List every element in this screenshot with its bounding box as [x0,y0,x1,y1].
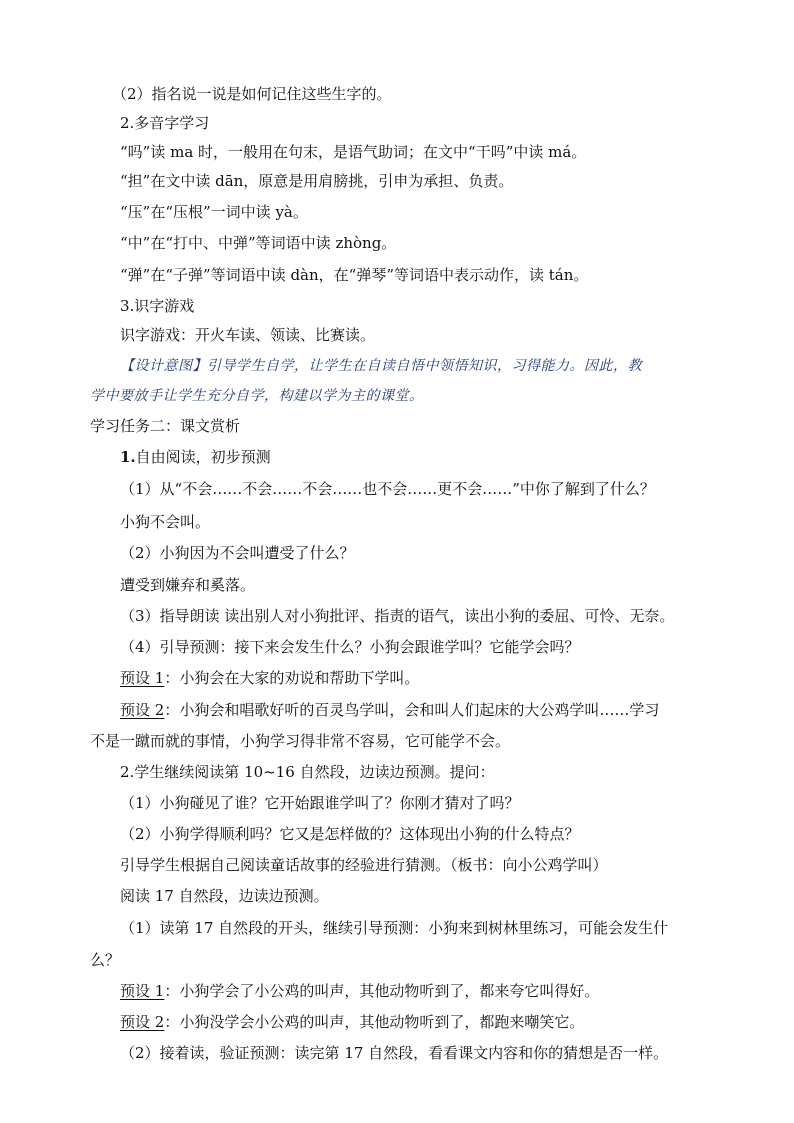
design-intent: 【设计意图】引导学生自学，让学生在自读自悟中领悟知识，习得能力。因此，教 [120,358,642,374]
preset-text: ：小狗没学会小公鸡的叫声，其他动物听到了，都跑来嘲笑它。 [164,1013,585,1031]
text-line: “吗”读 ma 时，一般用在句末，是语气助词；在文中“干吗”中读 má。 [120,143,587,161]
text-line: （2）指名说一说是如何记住这些生字的。 [112,85,392,103]
section-number: 1. [120,448,136,466]
text-line: 引导学生根据自己阅读童话故事的经验进行猜测。（板书：向小公鸡学叫） [120,856,608,874]
section-heading: 2.学生继续阅读第 10~16 自然段，边读边预测。提问： [120,763,495,781]
text-line: “压”在“压根”一词中读 yà。 [120,203,308,221]
preset-label: 预设 1 [120,669,165,687]
preset-label: 预设 1 [120,982,165,1000]
text-line: “弹”在“子弹”等词语中读 dàn，在“弹琴”等词语中表示动作，读 tán。 [120,266,589,284]
question-line: （1）小狗碰见了谁？它开始跟谁学叫了？你刚才猜对了吗？ [120,794,520,812]
text-line: “担”在文中读 dān，原意是用肩膀挑，引申为承担、负责。 [120,172,514,190]
preset-text: ：小狗会和唱歌好听的百灵鸟学叫，会和叫人们起床的大公鸡学叫……学习 [164,701,660,719]
text-line: 不是一蹴而就的事情，小狗学习得非常不容易，它可能学不会。 [90,732,511,750]
answer-line: 遭受到嫌弃和奚落。 [120,576,256,594]
preset-line [120,1012,584,1032]
preset-line [120,981,599,1001]
preset-line [120,668,419,688]
text-line: 么？ [90,951,121,969]
preset-text: ：小狗学会了小公鸡的叫声，其他动物听到了，都来夸它叫得好。 [164,982,600,1000]
question-line: （1）读第 17 自然段的开头，继续引导预测：小狗来到树林里练习，可能会发生什 [120,919,669,937]
task-heading: 学习任务二：课文赏析 [90,417,241,435]
text-line: 识字游戏：开火车读、领读、比赛读。 [120,326,376,344]
question-line: （2）小狗学得顺利吗？它又是怎样做的？这体现出小狗的什么特点？ [120,825,580,843]
preset-line [120,700,659,720]
design-intent: 学中要放手让学生充分自学，构建以学为主的课堂。 [90,388,424,404]
question-line: （2）小狗因为不会叫遭受了什么？ [120,544,355,562]
section-heading: 3.识字游戏 [120,297,195,315]
section-title: 自由阅读，初步预测 [135,448,271,466]
question-line: （4）引导预测：接下来会发生什么？小狗会跟谁学叫？它能学会吗？ [120,638,580,656]
text-line: 阅读 17 自然段，边读边预测。 [120,887,329,905]
text-line: “中”在“打中、中弹”等词语中读 zhòng。 [120,234,397,252]
section-heading [120,447,271,467]
question-line: （1）从“不会……不会……不会……也不会……更不会……”中你了解到了什么？ [120,480,655,498]
answer-line: 小狗不会叫。 [120,513,211,531]
text-line: （3）指导朗读 读出别人对小狗批评、指责的语气，读出小狗的委屈、可怜、无奈。 [120,607,675,625]
preset-label: 预设 2 [120,1013,165,1031]
preset-text: ：小狗会在大家的劝说和帮助下学叫。 [164,669,420,687]
section-heading: 2.多音字学习 [120,114,210,132]
preset-label: 预设 2 [120,701,165,719]
text-line: （2）接着读，验证预测：读完第 17 自然段，看看课文内容和你的猜想是否一样。 [120,1044,669,1062]
